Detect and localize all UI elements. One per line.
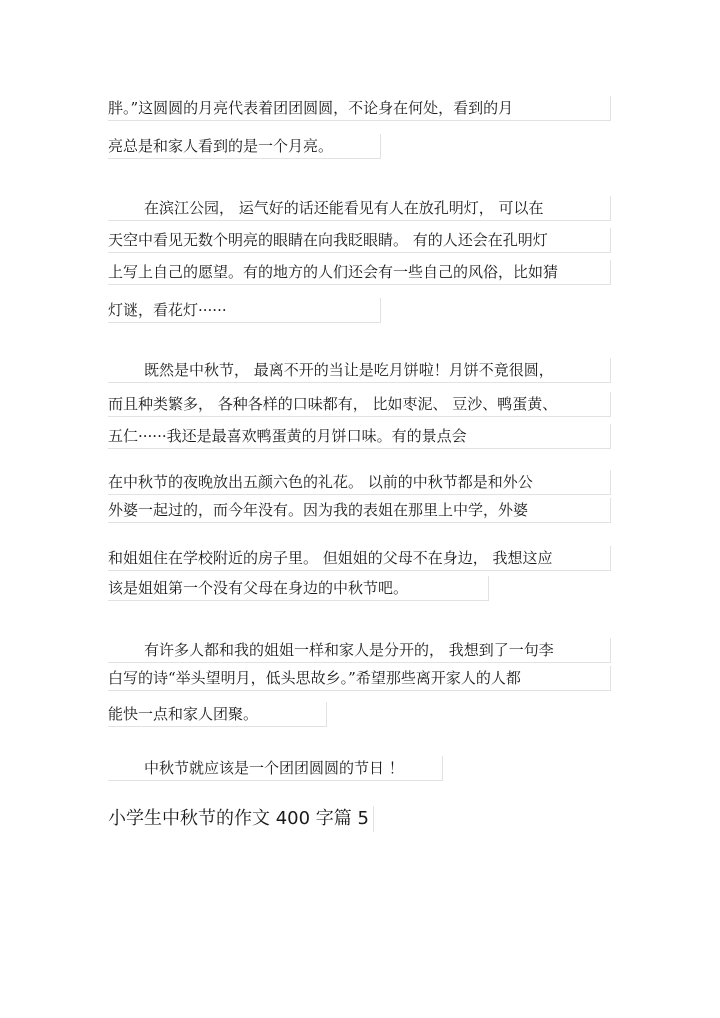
paragraph-line: 有许多人都和我的姐姐一样和家人是分开的， 我想到了一句李: [108, 638, 611, 663]
paragraph-line: 灯谜，看花灯······: [108, 298, 381, 323]
paragraph-line: 中秋节就应该是一个团团圆圆的节日 ！: [108, 756, 443, 781]
section-heading: 小学生中秋节的作文 400 字篇 5: [108, 806, 374, 832]
paragraph-line: 亮总是和家人看到的是一个月亮。: [108, 134, 381, 159]
paragraph-line: 天空中看见无数个明亮的眼睛在向我眨眼睛。 有的人还会在孔明灯: [108, 228, 611, 253]
paragraph-line: 白写的诗“举头望明月，低头思故乡。”希望那些离开家人的人都: [108, 666, 611, 691]
paragraph-line: 在滨江公园， 运气好的话还能看见有人在放孔明灯， 可以在: [108, 196, 611, 221]
paragraph-line: 胖。”这圆圆的月亮代表着团团圆圆，不论身在何处，看到的月: [108, 96, 611, 121]
paragraph-line: 外婆一起过的，而今年没有。因为我的表姐在那里上中学，外婆: [108, 498, 611, 523]
paragraph-line: 五仁······我还是最喜欢鸭蛋黄的月饼口味。有的景点会: [108, 424, 611, 449]
paragraph-line: 该是姐姐第一个没有父母在身边的中秋节吧。: [108, 576, 489, 601]
paragraph-line: 和姐姐住在学校附近的房子里。 但姐姐的父母不在身边， 我想这应: [108, 546, 611, 571]
paragraph-line: 能快一点和家人团聚。: [108, 702, 327, 727]
paragraph-line: 而且种类繁多， 各种各样的口味都有， 比如枣泥、 豆沙、鸭蛋黄、: [108, 392, 611, 417]
paragraph-line: 在中秋节的夜晚放出五颜六色的礼花。 以前的中秋节都是和外公: [108, 470, 611, 495]
paragraph-line: 既然是中秋节， 最离不开的当让是吃月饼啦！月饼不竟很圆，: [108, 358, 611, 383]
paragraph-line: 上写上自己的愿望。有的地方的人们还会有一些自己的风俗，比如猜: [108, 260, 611, 285]
